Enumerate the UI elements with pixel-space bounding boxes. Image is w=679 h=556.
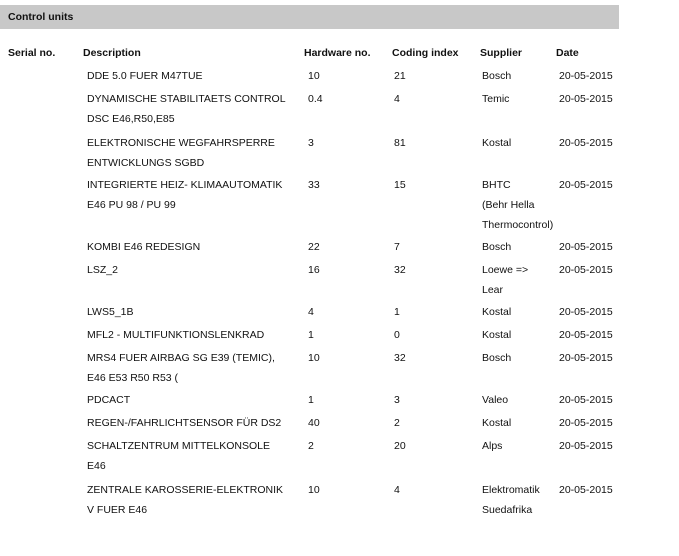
column-header-date: Date <box>556 47 579 59</box>
row-description: LWS5_1B <box>87 306 134 318</box>
row-coding-index: 7 <box>394 241 400 253</box>
row-hardware-no: 4 <box>308 306 314 318</box>
row-hardware-no: 22 <box>308 241 320 253</box>
row-date: 20-05-2015 <box>559 93 613 105</box>
row-coding-index: 2 <box>394 417 400 429</box>
column-header-coding: Coding index <box>392 47 459 59</box>
row-coding-index: 1 <box>394 306 400 318</box>
row-coding-index: 4 <box>394 484 400 496</box>
row-supplier: Bosch <box>482 70 512 82</box>
row-description: MRS4 FUER AIRBAG SG E39 (TEMIC), E46 E53 R50 R53 ( <box>87 352 275 384</box>
row-date: 20-05-2015 <box>559 352 613 364</box>
row-date: 20-05-2015 <box>559 137 613 149</box>
row-hardware-no: 1 <box>308 394 314 406</box>
row-coding-index: 32 <box>394 352 406 364</box>
row-date: 20-05-2015 <box>559 264 613 276</box>
row-hardware-no: 33 <box>308 179 320 191</box>
row-supplier: Kostal <box>482 329 512 341</box>
section-title: Control units <box>8 11 74 23</box>
row-description: ZENTRALE KAROSSERIE-ELEKTRONIK V FUER E46 <box>87 484 284 516</box>
row-description: KOMBI E46 REDESIGN <box>87 241 201 253</box>
row-description: DYNAMISCHE STABILITAETS CONTROL DSC E46,R50,E85 <box>87 93 286 125</box>
row-supplier: Alps <box>482 440 503 452</box>
row-hardware-no: 10 <box>308 70 320 82</box>
row-description: SCHALTZENTRUM MITTELKONSOLE E46 <box>87 440 270 472</box>
column-header-serial: Serial no. <box>8 47 56 59</box>
row-date: 20-05-2015 <box>559 329 613 341</box>
row-description: INTEGRIERTE HEIZ- KLIMAAUTOMATIK E46 PU 98 / PU 99 <box>87 179 283 211</box>
column-header-hardware: Hardware no. <box>304 47 371 59</box>
row-hardware-no: 40 <box>308 417 320 429</box>
row-supplier: Bosch <box>482 241 512 253</box>
row-supplier: BHTC (Behr Hella Thermocontrol) <box>482 179 554 231</box>
row-description: PDCACT <box>87 394 131 406</box>
row-supplier: Bosch <box>482 352 512 364</box>
row-date: 20-05-2015 <box>559 306 613 318</box>
row-supplier: Temic <box>482 93 510 105</box>
row-coding-index: 20 <box>394 440 406 452</box>
row-date: 20-05-2015 <box>559 440 613 452</box>
row-date: 20-05-2015 <box>559 417 613 429</box>
row-supplier: Loewe => Lear <box>482 264 529 296</box>
row-supplier: Kostal <box>482 137 512 149</box>
row-hardware-no: 10 <box>308 484 320 496</box>
row-hardware-no: 3 <box>308 137 314 149</box>
row-hardware-no: 16 <box>308 264 320 276</box>
row-supplier: Elektromatik Suedafrika <box>482 484 540 516</box>
row-coding-index: 4 <box>394 93 400 105</box>
row-supplier: Kostal <box>482 306 512 318</box>
column-header-description: Description <box>83 47 141 59</box>
row-description: MFL2 - MULTIFUNKTIONSLENKRAD <box>87 329 265 341</box>
row-description: DDE 5.0 FUER M47TUE <box>87 70 203 82</box>
section-header <box>0 5 619 29</box>
row-hardware-no: 1 <box>308 329 314 341</box>
row-supplier: Kostal <box>482 417 512 429</box>
row-coding-index: 15 <box>394 179 406 191</box>
row-description: ELEKTRONISCHE WEGFAHRSPERRE ENTWICKLUNGS SGBD <box>87 137 275 169</box>
row-description: REGEN-/FAHRLICHTSENSOR FÜR DS2 <box>87 417 282 429</box>
row-coding-index: 0 <box>394 329 400 341</box>
row-date: 20-05-2015 <box>559 484 613 496</box>
row-hardware-no: 2 <box>308 440 314 452</box>
row-date: 20-05-2015 <box>559 241 613 253</box>
row-supplier: Valeo <box>482 394 509 406</box>
row-date: 20-05-2015 <box>559 394 613 406</box>
row-coding-index: 3 <box>394 394 400 406</box>
row-coding-index: 32 <box>394 264 406 276</box>
row-coding-index: 21 <box>394 70 406 82</box>
column-header-supplier: Supplier <box>480 47 523 59</box>
row-hardware-no: 0.4 <box>308 93 323 105</box>
row-hardware-no: 10 <box>308 352 320 364</box>
row-coding-index: 81 <box>394 137 406 149</box>
row-date: 20-05-2015 <box>559 179 613 191</box>
row-description: LSZ_2 <box>87 264 118 276</box>
row-date: 20-05-2015 <box>559 70 613 82</box>
